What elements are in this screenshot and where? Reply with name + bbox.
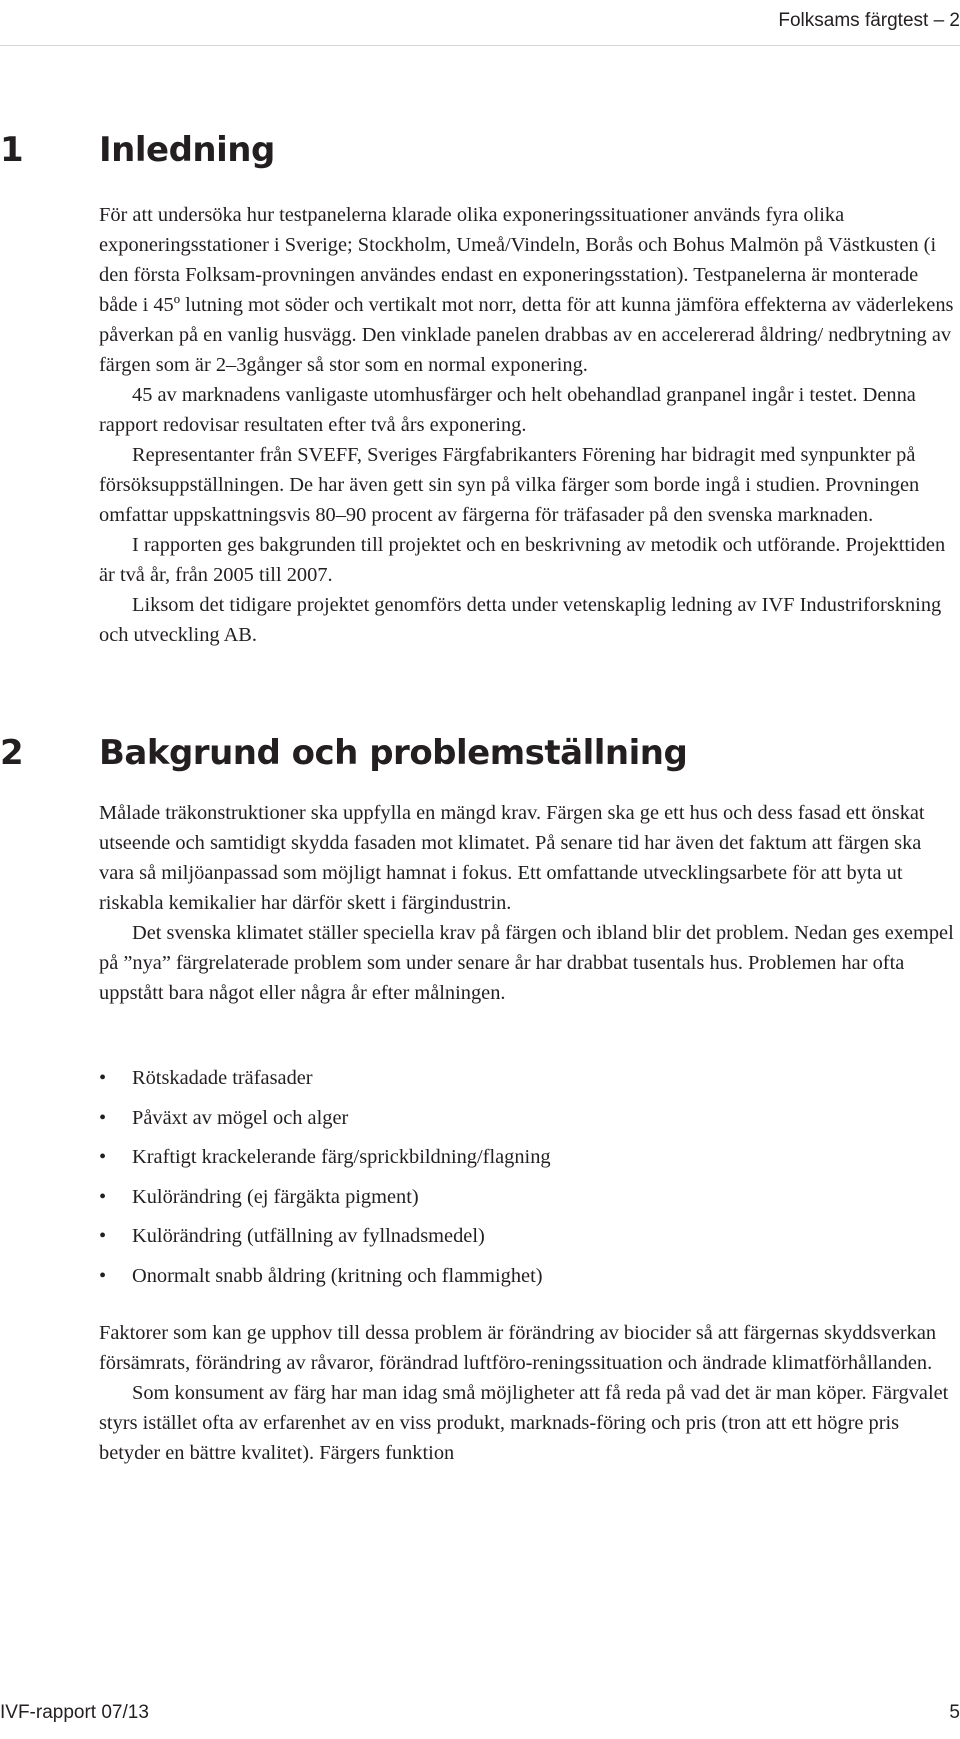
section-title: Bakgrund och problemställning — [99, 733, 688, 773]
paragraph: För att undersöka hur testpanelerna klarade olika exponeringssituationer används fyra olika exponeringsstationer i Sverige; Stockholm, Umeå/Vindeln, Borås och Bohus Malmön på Västkusten (i den första Folksam-provningen användes endast en exponeringsstation). Testpanelerna är monterade både i 45º lutning mot söder och vertikalt mot norr, detta för att kunna jämföra effekterna av väderlekens påverkan på en vanlig husvägg. Den vinklade panelen drabbas av en accelererad åldring/ nedbrytning av färgen som är 2–3gånger så stor som en normal exponering. — [99, 204, 954, 376]
list-item-text: Kulörändring (ej färgäkta pigment) — [132, 1185, 419, 1208]
paragraph: Liksom det tidigare projektet genomförs detta under vetenskaplig ledning av IVF Industriforskning och utveckling AB. — [99, 594, 942, 646]
paragraph: Det svenska klimatet ställer speciella krav på färgen och ibland blir det problem. Nedan ges exempel på ”nya” färgrelaterade problem som under senare år har drabbat tusentals hus. Problemen har ofta uppstått bara något eller några år efter målningen. — [99, 922, 954, 1004]
list-item-text: Kraftigt krackelerande färg/sprickbildning/flagning — [132, 1146, 551, 1169]
bullet-marker: • — [99, 1264, 107, 1287]
section-2-body-continued — [99, 1318, 957, 1468]
list-item-text: Rötskadade träfasader — [132, 1067, 313, 1089]
paragraph: 45 av marknadens vanligaste utomhusfärger och helt obehandlad granpanel ingår i testet. Denna rapport redovisar resultaten efter två års exponering. — [99, 384, 916, 436]
running-header: Folksams färgtest – 2 — [778, 10, 960, 31]
list-item — [99, 1103, 957, 1143]
section-title: Inledning — [99, 130, 275, 170]
paragraph: I rapporten ges bakgrunden till projektet och en beskrivning av metodik och utförande. Projekttiden är två år, från 2005 till 2007. — [99, 534, 946, 586]
section-number: 2 — [0, 733, 24, 773]
footer-report-id: IVF-rapport 07/13 — [0, 1702, 149, 1723]
list-item-text: Påväxt av mögel och alger — [132, 1106, 349, 1129]
list-item — [99, 1261, 957, 1301]
paragraph: Målade träkonstruktioner ska uppfylla en mängd krav. Färgen ska ge ett hus och dess fasad ett önskat utseende och samtidigt skydda fasaden mot klimatet. På senare tid har även det faktum att färgen ska vara så miljöanpassad som möjligt hamnat i fokus. Ett omfattande utvecklingsarbete för att byta ut riskabla kemikalier har därför skett i färgindustrin. — [99, 802, 925, 914]
bullet-marker: • — [99, 1106, 107, 1129]
list-item — [99, 1221, 957, 1261]
list-item — [99, 1063, 957, 1103]
list-item-text: Onormalt snabb åldring (kritning och flammighet) — [132, 1264, 543, 1287]
section-1-body — [99, 200, 957, 650]
list-item — [99, 1142, 957, 1182]
list-item — [99, 1182, 957, 1222]
page-number: 5 — [949, 1702, 960, 1723]
bullet-marker: • — [99, 1067, 107, 1089]
section-2-body — [99, 798, 957, 1008]
problem-list — [99, 1063, 957, 1301]
paragraph: Faktorer som kan ge upphov till dessa problem är förändring av biocider så att färgernas skyddsverkan försämrats, förändring av råvaror, förändrad luftföro-reningssituation och ändrade klimatförhållanden. — [99, 1322, 937, 1374]
paragraph: Som konsument av färg har man idag små möjligheter att få reda på vad det är man köper. Färgvalet styrs istället ofta av erfarenhet av en viss produkt, marknads-föring och pris (tron att ett högre pris betyder en bättre kvalitet). Färgers funktion — [99, 1382, 949, 1464]
bullet-marker: • — [99, 1225, 107, 1248]
header-rule — [0, 45, 960, 46]
section-number: 1 — [0, 130, 24, 170]
section-2-heading — [0, 733, 687, 773]
section-1-heading — [0, 130, 275, 170]
list-item-text: Kulörändring (utfällning av fyllnadsmedel) — [132, 1225, 485, 1248]
bullet-marker: • — [99, 1185, 107, 1208]
paragraph: Representanter från SVEFF, Sveriges Färgfabrikanters Förening har bidragit med synpunkter på försöksuppställningen. De har även gett sin syn på vilka färger som borde ingå i studien. Provningen omfattar uppskattningsvis 80–90 procent av färgerna för träfasader på den svenska marknaden. — [99, 444, 920, 526]
bullet-marker: • — [99, 1146, 107, 1169]
